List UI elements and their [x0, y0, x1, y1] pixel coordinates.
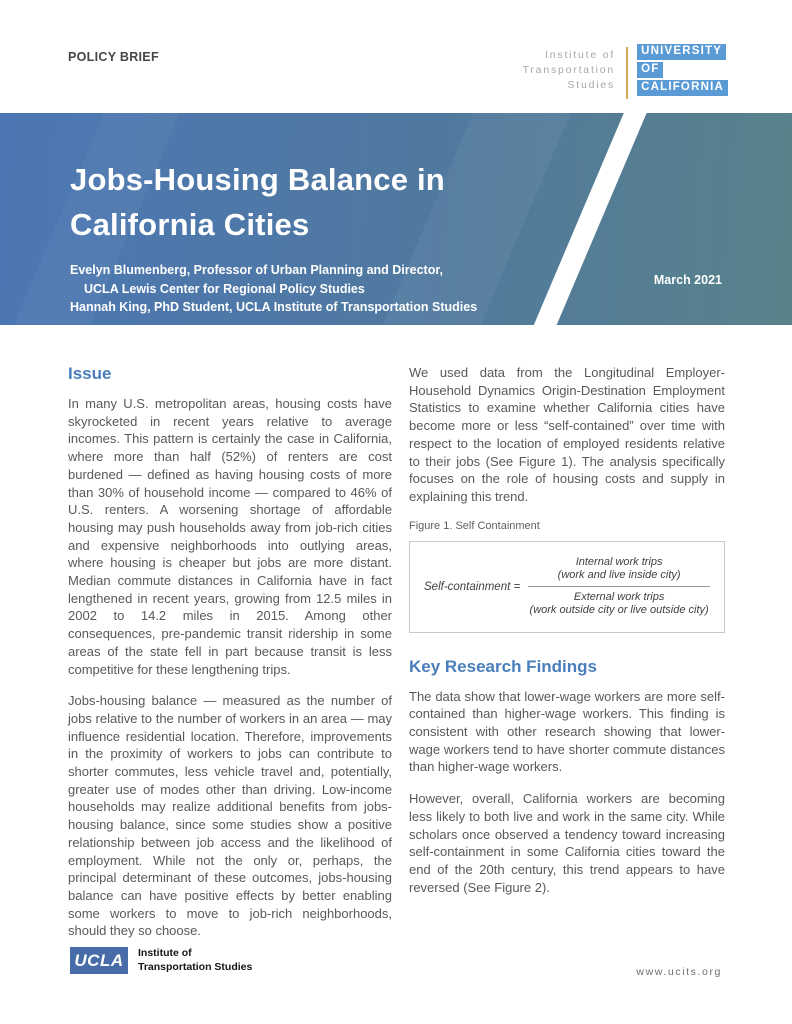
author-line-1: Evelyn Blumenberg, Professor of Urban Planning and Director, — [70, 263, 443, 277]
its-line-2: Transportation — [522, 64, 616, 76]
main-content — [68, 364, 725, 954]
ucla-its-org-name — [138, 947, 252, 974]
ucla-its-logo — [70, 947, 252, 974]
left-column — [68, 364, 392, 954]
policy-brief-label: POLICY BRIEF — [68, 50, 159, 64]
fraction-divider-line — [528, 586, 710, 587]
uc-wordmark — [637, 44, 728, 98]
authors-block — [70, 261, 477, 317]
title-banner — [0, 113, 792, 325]
its-line-1: Institute of — [545, 49, 616, 61]
gold-divider — [626, 47, 628, 99]
right-column — [409, 364, 725, 954]
publication-date: March 2021 — [653, 273, 722, 287]
fraction-numerator-line-2: (work and live inside city) — [557, 569, 681, 582]
fraction-numerator-line-1: Internal work trips — [575, 555, 663, 568]
findings-paragraph-1: The data show that lower-wage workers are more self-contained than higher-wage workers. This finding is consistent with other research showing that lower-wage workers tend to have shorter commute distances than higher-wage workers. — [409, 688, 725, 775]
intro-paragraph: We used data from the Longitudinal Employer-Household Dynamics Origin-Destination Employment Statistics to examine whether California cities have become more or less “self-contained” over time with respect to the location of employed residents relative to their jobs (See Figure 1). The analysis specifically focuses on the role of housing costs and supply in explaining this trend. — [409, 365, 725, 504]
uc-word-california: CALIFORNIA — [637, 80, 728, 96]
its-wordmark — [523, 48, 616, 93]
website-link[interactable]: www.ucits.org — [636, 966, 722, 978]
page-title — [70, 157, 445, 247]
figure1-caption: Figure 1. Self Containment — [409, 519, 540, 532]
issue-heading: Issue — [68, 364, 112, 383]
author-line-2: UCLA Lewis Center for Regional Policy Studies — [84, 281, 365, 296]
org-line-1: Institute of — [138, 947, 192, 959]
uc-its-logo — [523, 44, 728, 99]
ucla-logo: UCLA — [70, 947, 128, 974]
figure1-formula-box — [409, 541, 725, 633]
issue-paragraph-2: Jobs-housing balance — measured as the number of jobs relative to the number of workers in an area — may influence residential location. Therefore, improvements in the proximity of workers to jobs can contribute to shorter commutes, less vehicle travel and, potentially, greater use of modes other than driving. Low-income households may realize additional benefits from jobs-housing balance, since some studies show a positive relationship between job access and the likelihood of employment. While not the only or, perhaps, the principal determinant of these outcomes, jobs-housing balance can have positive effects by better enabling some workers to move to job-rich neighborhoods, should they so choose. — [68, 693, 392, 939]
fraction-denominator-line-2: (work outside city or live outside city) — [529, 604, 709, 617]
findings-paragraph-2: However, overall, California workers are becoming less likely to both live and work in the same city. While scholars once observed a tendency toward increasing self-containment in some California cities toward the end of the 20th century, this trend appears to have reversed (See Figure 2). — [409, 791, 725, 895]
formula-fraction — [528, 556, 710, 618]
its-line-3: Studies — [567, 79, 616, 91]
page-title-line-2: California Cities — [70, 207, 310, 242]
author-line-3: Hannah King, PhD Student, UCLA Institute of Transportation Studies — [70, 300, 478, 314]
page-title-line-1: Jobs-Housing Balance in — [70, 162, 445, 197]
uc-word-of: OF — [637, 62, 663, 78]
issue-paragraph-1: In many U.S. metropolitan areas, housing costs have skyrocketed in recent years relative to average incomes. This pattern is certainly the case in California, where more than half (52%) of renters are cost burdened — defined as having housing costs of more than 30% of household income — compared to 46% of U.S. renters. A worsening shortage of affordable housing may push households away from job-rich cities and expensive neighborhoods into outlying areas, where housing is cheaper but jobs are more distant. Median commute distances in California have in fact lengthened in recent years, growing from 12.5 miles in 2002 to 14.2 miles in 2015. Among other consequences, pre-pandemic transit ridership in some areas of the state fell in part because transit is less competitive for these lengthening trips. — [68, 396, 392, 677]
formula-label: Self-containment = — [424, 580, 521, 593]
fraction-denominator-line-1: External work trips — [573, 590, 665, 603]
org-line-2: Transportation Studies — [138, 960, 253, 973]
top-header — [68, 44, 728, 99]
uc-word-university: UNIVERSITY — [637, 44, 726, 60]
key-research-findings-heading: Key Research Findings — [409, 656, 598, 676]
